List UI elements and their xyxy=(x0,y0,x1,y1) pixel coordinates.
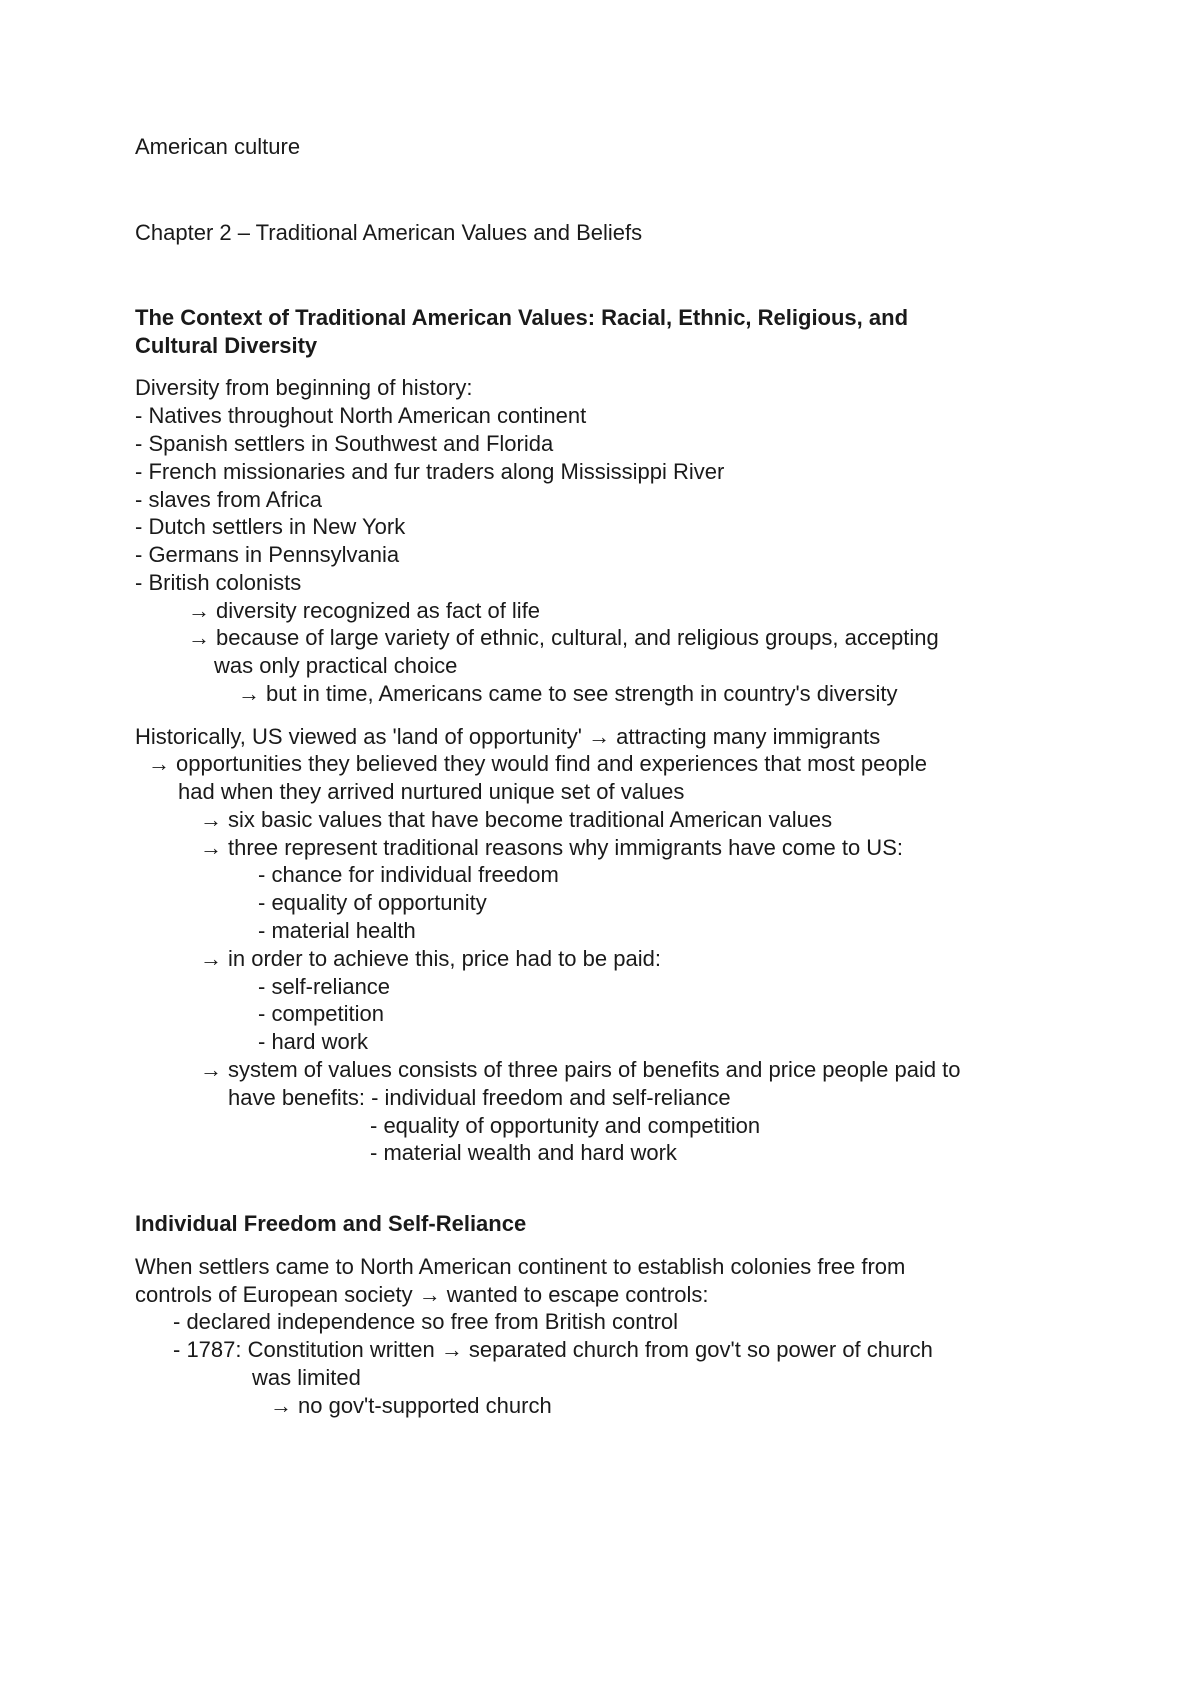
point-text: system of values consists of three pairs of benefits and price people paid to xyxy=(228,1057,961,1082)
course-title: American culture xyxy=(135,134,301,159)
list-item: - Natives throughout North American continent xyxy=(135,403,587,428)
point-text-continued: had when they arrived nurtured unique set of values xyxy=(178,779,685,804)
constitution-line xyxy=(173,1336,933,1364)
arrow-right-icon: → xyxy=(588,724,611,749)
arrow-right-icon: → xyxy=(270,1393,292,1418)
arrow-right-icon: → xyxy=(200,946,222,971)
list-item: - British colonists xyxy=(135,570,302,595)
opportunity-line xyxy=(135,723,880,751)
arrow-right-icon: → xyxy=(188,625,210,650)
arrow-point-strength xyxy=(238,680,897,708)
arrow-right-icon: → xyxy=(200,1057,222,1082)
arrow-right-icon: → xyxy=(440,1337,463,1362)
arrow-right-icon: → xyxy=(238,681,260,706)
opportunity-text: Historically, US viewed as 'land of opportunity' xyxy=(135,724,582,749)
chapter-title: Chapter 2 – Traditional American Values and Beliefs xyxy=(135,220,643,245)
arrow-point-price xyxy=(200,945,661,973)
list-item: - equality of opportunity xyxy=(258,890,487,915)
arrow-point-accepting xyxy=(188,624,939,652)
diversity-intro: Diversity from beginning of history: xyxy=(135,375,473,400)
arrow-right-icon: → xyxy=(418,1282,441,1307)
point-text: opportunities they believed they would find and experiences that most people xyxy=(176,751,927,776)
list-item: - declared independence so free from British control xyxy=(173,1309,679,1334)
list-item: - chance for individual freedom xyxy=(258,862,559,887)
arrow-right-icon: → xyxy=(200,835,222,860)
section-heading-freedom: Individual Freedom and Self-Reliance xyxy=(135,1211,527,1236)
list-item: - hard work xyxy=(258,1029,369,1054)
list-item: - material health xyxy=(258,918,416,943)
list-item: - Spanish settlers in Southwest and Florida xyxy=(135,431,554,456)
point-text: six basic values that have become traditional American values xyxy=(228,807,833,832)
point-text: no gov't-supported church xyxy=(298,1393,552,1418)
section-heading-diversity-line1: The Context of Traditional American Values: Racial, Ethnic, Religious, and xyxy=(135,305,909,330)
arrow-point-no-church xyxy=(270,1392,552,1420)
arrow-point-diversity xyxy=(188,597,540,625)
arrow-point-three-reasons xyxy=(200,834,903,862)
arrow-point-six-values xyxy=(200,806,832,834)
settlers-line1: When settlers came to North American continent to establish colonies free from xyxy=(135,1254,906,1279)
point-text: in order to achieve this, price had to be paid: xyxy=(228,946,661,971)
point-text-continued: was only practical choice xyxy=(214,653,458,678)
list-item: - slaves from Africa xyxy=(135,487,323,512)
point-text-continued: have benefits: - individual freedom and self-reliance xyxy=(228,1085,731,1110)
list-item: - equality of opportunity and competition xyxy=(370,1113,761,1138)
arrow-point-system xyxy=(200,1056,961,1084)
arrow-right-icon: → xyxy=(200,807,222,832)
point-text: diversity recognized as fact of life xyxy=(216,598,541,623)
point-text: three represent traditional reasons why immigrants have come to US: xyxy=(228,835,903,860)
arrow-right-icon: → xyxy=(188,598,210,623)
arrow-right-icon: → xyxy=(148,751,170,776)
point-text-continued: was limited xyxy=(252,1365,361,1390)
settlers-text: controls of European society xyxy=(135,1282,413,1307)
arrow-point-opportunities xyxy=(148,750,927,778)
opportunity-text-after: attracting many immigrants xyxy=(616,724,881,749)
list-item: - material wealth and hard work xyxy=(370,1140,677,1165)
list-item: - Dutch settlers in New York xyxy=(135,514,406,539)
section-heading-diversity-line2: Cultural Diversity xyxy=(135,333,318,358)
constitution-text-after: separated church from gov't so power of church xyxy=(468,1337,933,1362)
list-item: - self-reliance xyxy=(258,974,391,999)
point-text: but in time, Americans came to see strength in country's diversity xyxy=(266,681,898,706)
settlers-text-after: wanted to escape controls: xyxy=(446,1282,709,1307)
point-text: because of large variety of ethnic, cultural, and religious groups, accepting xyxy=(216,625,939,650)
settlers-line2 xyxy=(135,1281,708,1309)
constitution-text: - 1787: Constitution written xyxy=(173,1337,435,1362)
list-item: - French missionaries and fur traders along Mississippi River xyxy=(135,459,725,484)
list-item: - Germans in Pennsylvania xyxy=(135,542,400,567)
list-item: - competition xyxy=(258,1001,384,1026)
